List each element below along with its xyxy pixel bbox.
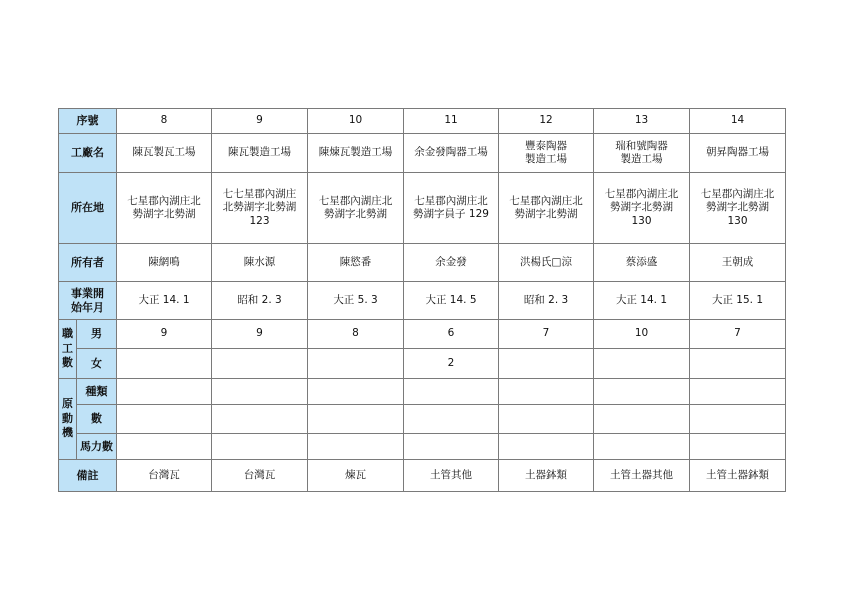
cell-remarks: 土管其他 — [404, 460, 499, 492]
cell-engine-count — [594, 405, 690, 434]
factory-table — [58, 108, 786, 492]
cell-female — [308, 349, 404, 379]
row-header-engine-hp: 馬力數 — [77, 434, 117, 460]
cell-location: 七星郡內湖庄北 勢湖字北勢湖 — [308, 173, 404, 244]
cell-engine-type — [499, 379, 594, 405]
cell-factory: 陳瓦製造工場 — [212, 134, 308, 173]
cell-location: 七星郡內湖庄北 勢湖字員子 129 — [404, 173, 499, 244]
cell-serial: 9 — [212, 109, 308, 134]
cell-male: 10 — [594, 320, 690, 349]
cell-female — [499, 349, 594, 379]
cell-start: 大正 14. 1 — [117, 282, 212, 320]
cell-engine-type — [308, 379, 404, 405]
cell-engine-count — [117, 405, 212, 434]
row-header-engine-count: 數 — [77, 405, 117, 434]
document-page — [58, 108, 785, 492]
row-factory — [59, 134, 786, 173]
cell-serial: 12 — [499, 109, 594, 134]
cell-factory: 陳煉瓦製造工場 — [308, 134, 404, 173]
cell-male: 8 — [308, 320, 404, 349]
row-header-factory: 工廠名 — [59, 134, 117, 173]
cell-male: 7 — [690, 320, 786, 349]
cell-remarks: 土管土器鉢類 — [690, 460, 786, 492]
cell-remarks: 煉瓦 — [308, 460, 404, 492]
row-header-remarks: 備註 — [59, 460, 117, 492]
cell-engine-count — [404, 405, 499, 434]
cell-serial: 14 — [690, 109, 786, 134]
cell-male: 9 — [212, 320, 308, 349]
cell-engine-type — [117, 379, 212, 405]
cell-engine-hp — [594, 434, 690, 460]
cell-serial: 13 — [594, 109, 690, 134]
cell-engine-type — [212, 379, 308, 405]
cell-owner: 王朝成 — [690, 244, 786, 282]
cell-owner: 蔡添盛 — [594, 244, 690, 282]
row-header-start: 事業開 始年月 — [59, 282, 117, 320]
row-header-engine-type: 種類 — [77, 379, 117, 405]
cell-location: 七星郡內湖庄北 勢湖字北勢湖 — [117, 173, 212, 244]
cell-engine-hp — [690, 434, 786, 460]
cell-remarks: 台灣瓦 — [212, 460, 308, 492]
cell-owner: 洪楊氏□涼 — [499, 244, 594, 282]
cell-engine-hp — [308, 434, 404, 460]
cell-engine-type — [690, 379, 786, 405]
row-female — [59, 349, 786, 379]
cell-location: 七七星郡內湖庄 北勢湖字北勢湖 123 — [212, 173, 308, 244]
row-serial — [59, 109, 786, 134]
cell-start: 昭和 2. 3 — [499, 282, 594, 320]
row-header-location: 所在地 — [59, 173, 117, 244]
cell-serial: 8 — [117, 109, 212, 134]
group-header-engine: 原 動 機 — [59, 379, 77, 460]
cell-remarks: 台灣瓦 — [117, 460, 212, 492]
cell-engine-type — [594, 379, 690, 405]
cell-engine-count — [212, 405, 308, 434]
cell-start: 大正 5. 3 — [308, 282, 404, 320]
cell-location: 七星郡內湖庄北 勢湖字北勢湖 130 — [594, 173, 690, 244]
cell-factory: 余金發陶器工場 — [404, 134, 499, 173]
cell-female — [117, 349, 212, 379]
cell-engine-hp — [404, 434, 499, 460]
cell-engine-count — [499, 405, 594, 434]
cell-female — [690, 349, 786, 379]
cell-location: 七星郡內湖庄北 勢湖字北勢湖 130 — [690, 173, 786, 244]
cell-male: 7 — [499, 320, 594, 349]
cell-engine-hp — [499, 434, 594, 460]
cell-start: 大正 14. 5 — [404, 282, 499, 320]
row-header-male: 男 — [77, 320, 117, 349]
cell-engine-type — [404, 379, 499, 405]
cell-female: 2 — [404, 349, 499, 379]
cell-start: 大正 15. 1 — [690, 282, 786, 320]
cell-factory: 陳瓦製瓦工場 — [117, 134, 212, 173]
cell-engine-count — [308, 405, 404, 434]
cell-engine-hp — [212, 434, 308, 460]
cell-factory: 豐泰陶器 製造工場 — [499, 134, 594, 173]
cell-remarks: 土器鉢類 — [499, 460, 594, 492]
row-header-owner: 所有者 — [59, 244, 117, 282]
row-start — [59, 282, 786, 320]
cell-start: 大正 14. 1 — [594, 282, 690, 320]
row-location — [59, 173, 786, 244]
cell-engine-count — [690, 405, 786, 434]
row-engine-count — [59, 405, 786, 434]
cell-owner: 陳水源 — [212, 244, 308, 282]
cell-owner: 陳網鳴 — [117, 244, 212, 282]
cell-factory: 瑞和號陶器 製造工場 — [594, 134, 690, 173]
cell-female — [594, 349, 690, 379]
cell-remarks: 土管土器其他 — [594, 460, 690, 492]
row-male — [59, 320, 786, 349]
cell-factory: 朝昇陶器工場 — [690, 134, 786, 173]
group-header-workers: 職 工 數 — [59, 320, 77, 379]
cell-male: 6 — [404, 320, 499, 349]
row-engine-hp — [59, 434, 786, 460]
row-owner — [59, 244, 786, 282]
cell-owner: 陳慾番 — [308, 244, 404, 282]
cell-start: 昭和 2. 3 — [212, 282, 308, 320]
row-engine-type — [59, 379, 786, 405]
table-body — [59, 109, 786, 492]
cell-engine-hp — [117, 434, 212, 460]
row-remarks — [59, 460, 786, 492]
row-header-serial: 序號 — [59, 109, 117, 134]
cell-female — [212, 349, 308, 379]
row-header-female: 女 — [77, 349, 117, 379]
cell-serial: 11 — [404, 109, 499, 134]
cell-serial: 10 — [308, 109, 404, 134]
cell-male: 9 — [117, 320, 212, 349]
cell-owner: 余金發 — [404, 244, 499, 282]
cell-location: 七星郡內湖庄北 勢湖字北勢湖 — [499, 173, 594, 244]
